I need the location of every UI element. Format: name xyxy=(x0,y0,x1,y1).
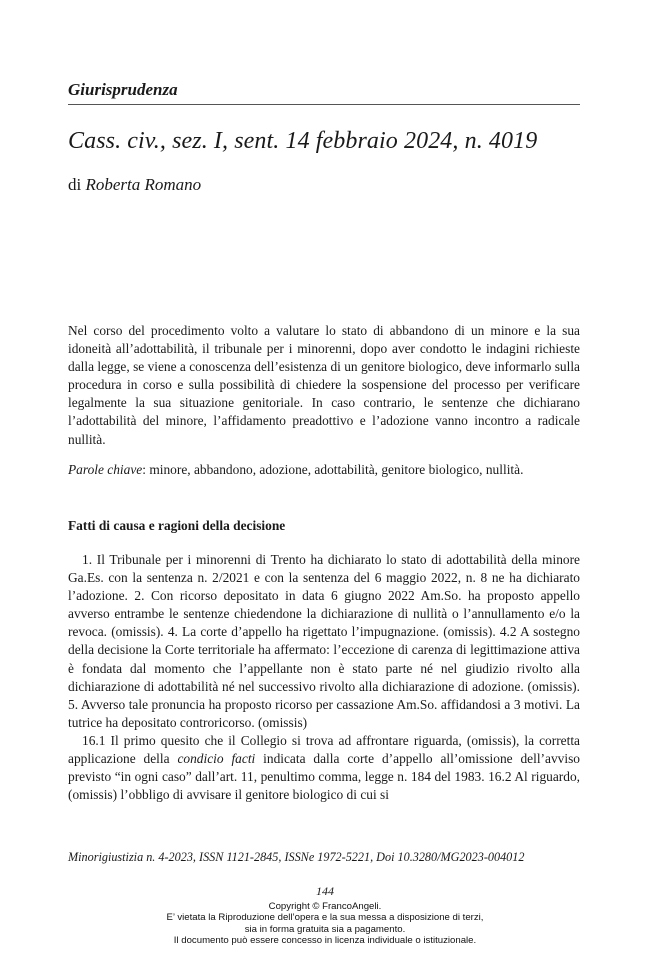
copyright-line: sia in forma gratuita sia a pagamento. xyxy=(244,923,406,935)
author-name: Roberta Romano xyxy=(85,175,202,194)
copyright-line: Il documento può essere concesso in licenza individuale o istituzionale. xyxy=(173,935,477,947)
header-rule xyxy=(68,104,580,105)
byline xyxy=(68,175,201,195)
copyright-notice xyxy=(0,901,650,947)
section-heading: Fatti di causa e ragioni della decisione xyxy=(68,518,286,533)
copyright-line: Copyright © FrancoAngeli. xyxy=(268,901,382,912)
page-number: 144 xyxy=(316,884,334,898)
body-text xyxy=(68,551,580,804)
keywords-text: minore, abbandono, adozione, adottabilità, genitore biologico, nullità. xyxy=(149,462,524,477)
keywords xyxy=(68,462,588,478)
journal-citation: Minorigiustizia n. 4-2023, ISSN 1121-2845, ISSNe 1972-5221, Doi 10.3280/MG2023-004012 xyxy=(68,850,525,864)
body-paragraph xyxy=(68,732,580,804)
body-italic-term: condicio facti xyxy=(177,751,256,767)
copyright-line: E’ vietata la Riproduzione dell’opera e la sua messa a disposizione di terzi, xyxy=(166,912,484,924)
article-title: Cass. civ., sez. I, sent. 14 febbraio 2024, n. 4019 xyxy=(68,128,538,154)
abstract: Nel corso del procedimento volto a valutare lo stato di abbandono di un minore e la sua idoneità all’adottabilità, il tribunale per i minorenni, dopo aver condotto le indagini richieste dalla legge, se viene a conoscenza dell’esistenza di un genitore biologico, deve informarlo sulla procedura in corso e sulla possibilità di chiedere la sospensione del processo per verificare legalmente la sua situazione genitoriale. In caso contrario, le sentenze che dichiarano l’adottabilità del minore, l’affidamento preadottivo e l’adozione vanno incontro a radicale nullità. xyxy=(68,323,581,447)
byline-prefix: di xyxy=(68,175,82,194)
body-text-run: indicata dalla corte d’appello all’omissione dell’avviso previsto “in ogni caso” dall’art. 11, penultimo comma, legge n. 184 del 1983. 16.2 Al riguardo, (omissis) l’obbligo di avvisare il genitore biologico di cui si xyxy=(68,751,580,803)
keywords-label: Parole chiave xyxy=(68,462,143,477)
body-text-run: 16.1 Il primo quesito che il Collegio si trova ad affrontare riguarda, (omissis), la corretta applicazione della xyxy=(68,732,580,767)
keywords-separator: : xyxy=(142,462,150,477)
body-paragraph: 1. Il Tribunale per i minorenni di Trento ha dichiarato lo stato di adottabilità della minore Ga.Es. con la sentenza n. 2/2021 e con la sentenza del 6 maggio 2022, n. 8 ne ha dichiarato l’adozione. 2. Con ricorso depositato in data 6 giugno 2022 Am.So. ha proposto appello avverso entrambe le sentenze chiedendone la dichiarazione di nullità o l’annullamento e/o la revoca. (omissis). 4. La corte d’appello ha rigettato l’impugnazione. (omissis). 4.2 A sostegno della decisione la Corte territoriale ha affermato: l’eccezione di carenza di legittimazione attiva è fondata dal momento che l’appellante non è stato parte né nel giudizio rivolto alla dichiarazione di adottabilità né nel successivo rivolto alla dichiarazione di adozione. (omissis). 5. Avverso tale pronuncia ha proposto ricorso per cassazione Am.So. affidandosi a 3 motivi. La tutrice ha depositato controricorso. (omissis) xyxy=(68,552,580,730)
section-label: Giurisprudenza xyxy=(68,80,178,99)
